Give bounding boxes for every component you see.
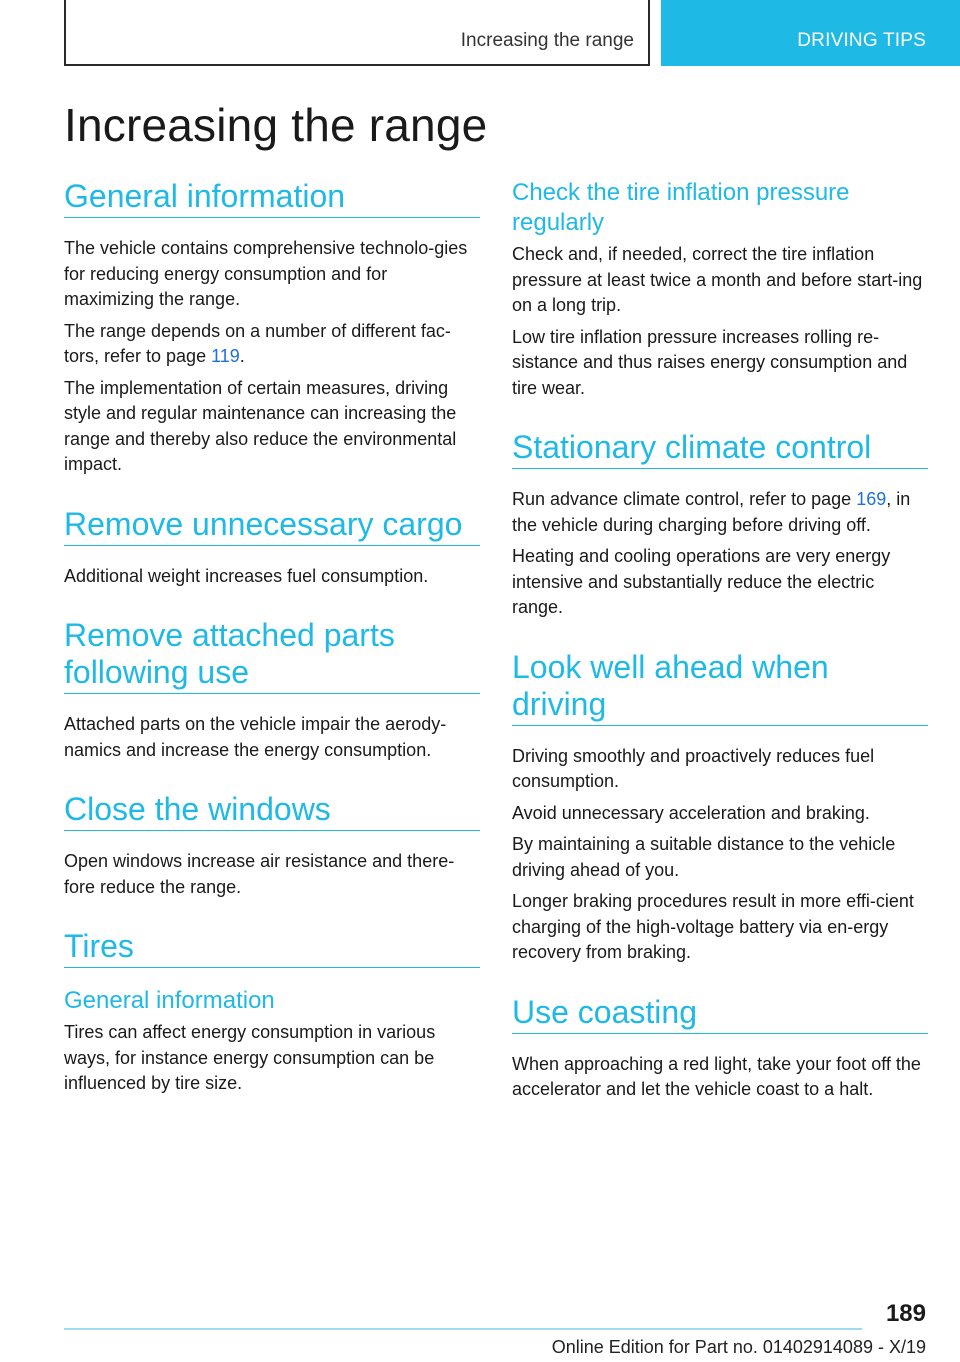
left-column (64, 178, 480, 1103)
page-link-119[interactable]: 119 (211, 346, 240, 366)
footer-edition: Online Edition for Part no. 01402914089 - X/19 (551, 1337, 926, 1357)
paragraph-text: Run advance climate control, refer to page (512, 489, 857, 509)
paragraph: Avoid unnecessary acceleration and braking. (512, 802, 870, 823)
header-section-box (64, 0, 650, 66)
section-remove-attached-parts (64, 617, 480, 763)
paragraph-text: , in the vehicle during charging before driving off. (512, 489, 911, 535)
header-section-title: Increasing the range (460, 30, 634, 51)
paragraph: Attached parts on the vehicle impair the aerody-namics and increase the energy consumption. (64, 714, 447, 760)
paragraph: Heating and cooling operations are very energy intensive and substantially reduce the electric range. (512, 546, 891, 617)
heading-tires: Tires (64, 928, 480, 968)
paragraph: When approaching a red light, take your foot off the accelerator and let the vehicle coast to a halt. (512, 1053, 921, 1099)
page-link-169[interactable]: 169 (856, 489, 887, 509)
paragraph: Low tire inflation pressure increases rolling re-sistance and thus raises energy consumption and tire wear. (512, 326, 908, 398)
right-column (512, 178, 928, 1109)
heading-remove-attached-parts (64, 617, 480, 694)
section-general-information (64, 178, 480, 478)
paragraph: Additional weight increases fuel consumption. (64, 565, 429, 586)
heading-general-information: General information (64, 178, 480, 218)
section-tires (64, 928, 480, 1097)
section-remove-cargo (64, 506, 480, 590)
heading-close-windows: Close the windows (64, 791, 480, 831)
subheading-tires-general-information: General information (64, 987, 275, 1014)
footer-divider (64, 1328, 862, 1330)
paragraph-text: . (239, 346, 245, 366)
heading-stationary-climate-control: Stationary climate control (512, 429, 928, 469)
section-use-coasting (512, 994, 928, 1103)
heading-use-coasting: Use coasting (512, 994, 928, 1034)
heading-line: Remove attached parts (64, 617, 395, 653)
header-chapter-title: DRIVING TIPS (797, 30, 926, 51)
paragraph: By maintaining a suitable distance to the vehicle driving ahead of you. (512, 834, 896, 880)
page-title: Increasing the range (64, 99, 488, 151)
section-check-tire-pressure (512, 178, 928, 401)
paragraph (64, 319, 480, 370)
heading-line: following use (64, 654, 249, 690)
page-number: 189 (885, 1300, 926, 1327)
heading-line: regularly (512, 209, 605, 236)
paragraph: Longer braking procedures result in more effi-cient charging of the high-voltage battery via en-ergy recovery from braking. (512, 891, 914, 962)
paragraph: Open windows increase air resistance and there-fore reduce the range. (64, 851, 455, 897)
paragraph: Driving smoothly and proactively reduces fuel consumption. (512, 745, 875, 791)
heading-line: Check the tire inflation pressure (512, 179, 850, 206)
section-close-windows (64, 791, 480, 900)
section-stationary-climate-control (512, 429, 928, 621)
paragraph: Check and, if needed, correct the tire inflation pressure at least twice a month and before start-ing on a long trip. (512, 244, 923, 315)
subheading-check-tire-pressure (512, 178, 928, 238)
paragraph (512, 487, 928, 538)
paragraph: Tires can affect energy consumption in various ways, for instance energy consumption can be influenced by tire size. (64, 1022, 436, 1093)
paragraph: The implementation of certain measures, driving style and regular maintenance can increasing the range and thereby also reduce the environmental impact. (64, 377, 457, 474)
paragraph-text: The range depends on a number of different fac-tors, refer to page (64, 320, 451, 366)
heading-remove-cargo: Remove unnecessary cargo (64, 506, 480, 546)
heading-look-ahead: Look well ahead when driving (512, 649, 928, 726)
section-look-ahead (512, 649, 928, 966)
header-chapter-tab (661, 0, 960, 66)
paragraph: The vehicle contains comprehensive technolo-gies for reducing energy consumption and for maximizing the range. (64, 238, 468, 309)
